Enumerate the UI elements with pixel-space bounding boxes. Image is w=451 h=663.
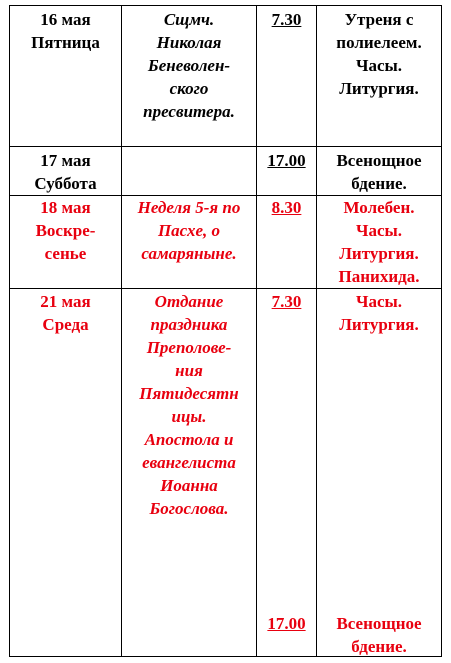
time-cell: 8.30 bbox=[271, 198, 302, 217]
saint-cell: Отдание праздника Преполове- ния Пятидесятн ицы. Апостола и евангелиста Иоанна Богослова. bbox=[139, 292, 239, 518]
time-cell: 17.00 bbox=[267, 151, 306, 170]
saint-cell: Сщмч. Николая Беневолен- ского пресвитера. bbox=[143, 10, 235, 121]
service-cell: Утреня с полиелеем. Часы. Литургия. bbox=[336, 10, 422, 98]
service-cell: Молебен. Часы. Литургия. Панихида. bbox=[338, 198, 420, 286]
time-cell-evening: 17.00 bbox=[267, 614, 306, 633]
row-divider bbox=[9, 146, 441, 147]
service-cell-evening: Всенощное бдение. bbox=[336, 614, 422, 656]
service-cell: Всенощное бдение. bbox=[336, 151, 422, 193]
date-cell: 16 мая Пятница bbox=[31, 10, 100, 52]
date-cell: 18 мая Воскре- сенье bbox=[35, 198, 96, 263]
table-border-top bbox=[9, 5, 441, 6]
saint-cell: Неделя 5-я по Пасхе, о самаряныне. bbox=[137, 198, 241, 263]
table-border-right bbox=[441, 5, 442, 657]
column-divider bbox=[256, 5, 257, 657]
time-cell: 7.30 bbox=[271, 10, 302, 29]
time-cell: 7.30 bbox=[271, 292, 302, 311]
row-divider bbox=[9, 288, 441, 289]
date-cell: 17 мая Суббота bbox=[34, 151, 97, 193]
date-cell: 21 мая Среда bbox=[40, 292, 91, 334]
service-cell: Часы. Литургия. bbox=[339, 292, 419, 334]
